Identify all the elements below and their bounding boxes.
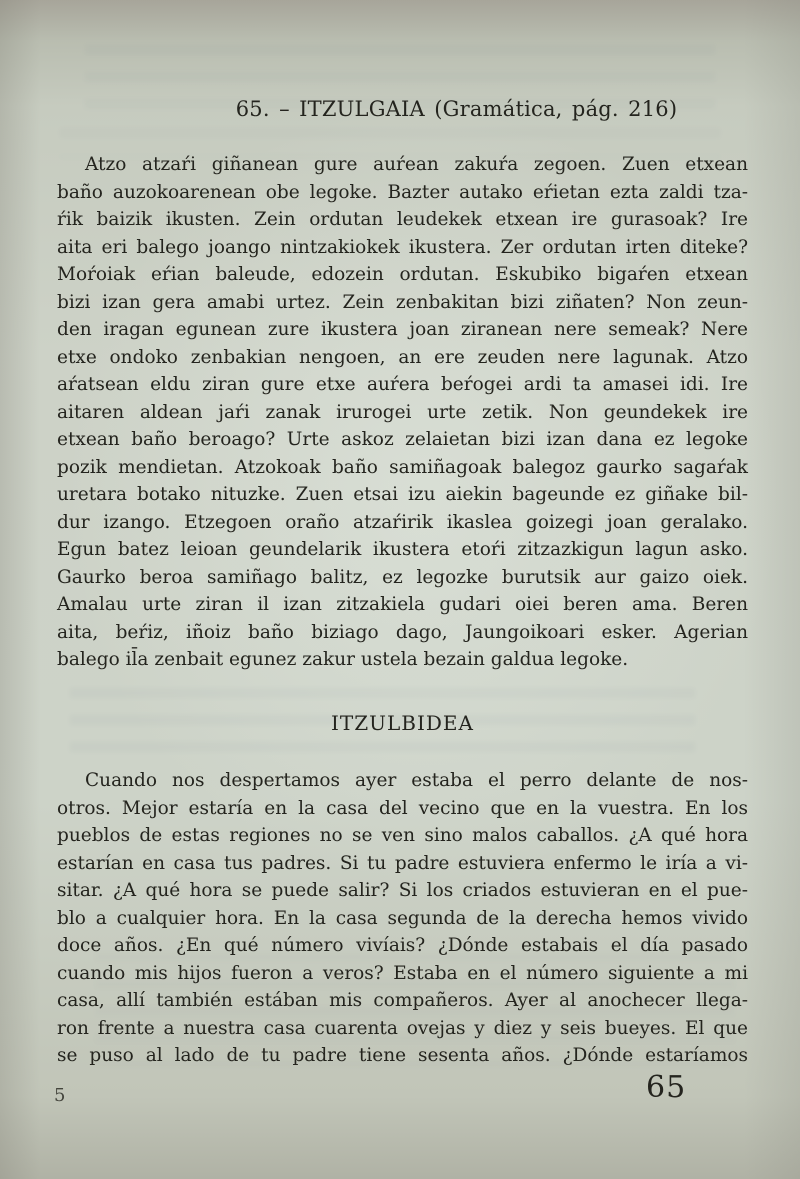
exercise-line: etxean baño beroago? Urte askoz zelaietan bizi izan dana ez legoke (57, 429, 748, 450)
exercise-line: Amalau urte ziran il izan zitzakiela gudari oiei beren ama. Beren (57, 594, 748, 615)
exercise-line: aŕatsean eldu ziran gure etxe auŕera beŕogei ardi ta amasei idi. Ire (57, 374, 748, 395)
translation-line: casa, allí también estában mis compañeros. Ayer al anochecer llega- (57, 990, 748, 1011)
signature-mark: 5 (54, 1085, 66, 1106)
exercise-line: Moŕoiak eŕian baleude, edozein ordutan. Eskubiko bigaŕen etxean (57, 264, 748, 285)
exercise-line: aitaren aldean jaŕi zanak irurogei urte zetik. Non geundekek ire (57, 401, 748, 423)
page-title: 65. – ITZULGAIA (Gramática, pág. 216) (235, 97, 678, 121)
exercise-line: Atzo atzaŕi giñanean gure auŕean zakuŕa zegoen. Zuen etxean (85, 154, 748, 175)
exercise-line: bizi izan gera amabi urtez. Zein zenbakitan bizi ziñaten? Non zeun- (57, 291, 748, 313)
translation-line: otros. Mejor estaría en la casa del vecino que en la vuestra. En los (57, 797, 748, 819)
translation-line: ron frente a nuestra casa cuarenta ovejas y diez y seis bueyes. El que (57, 1017, 748, 1039)
exercise-line: aita eri balego joango nintzakiokek ikustera. Zer ordutan irten diteke? (57, 236, 748, 258)
exercise-line: balego il̄a zenbait egunez zakur ustela bezain galdua legoke. (57, 649, 629, 670)
exercise-line: etxe ondoko zenbakian nengoen, an ere zeuden nere lagunak. Atzo (57, 346, 748, 368)
exercise-line: baño auzokoarenean obe legoke. Bazter autako eŕietan ezta zaldi tza- (57, 181, 748, 203)
translation-line: se puso al lado de tu padre tiene sesenta años. ¿Dónde estaríamos (57, 1045, 748, 1066)
exercise-line: Egun batez leioan geundelarik ikustera etoŕi zitzazkigun lagun asko. (57, 539, 748, 560)
translation-line: cuando mis hijos fueron a veros? Estaba en el número siguiente a mi (57, 962, 748, 984)
exercise-line: ŕik baizik ikusten. Zein ordutan leudekek etxean ire gurasoak? Ire (57, 209, 748, 230)
exercise-line: dur izango. Etzegoen oraño atzaŕirik ikaslea goizegi joan geralako. (57, 511, 748, 533)
exercise-line: Gaurko beroa samiñago balitz, ez legozke burutsik aur gaizo oiek. (57, 566, 748, 588)
exercise-paragraph (57, 151, 748, 674)
translation-line: estarían en casa tus padres. Si tu padre estuviera enfermo le iría a vi- (57, 852, 748, 874)
exercise-line: aita, beŕiz, iñoiz baño biziago dago, Jaungoikoari esker. Agerian (57, 621, 748, 643)
translation-paragraph (57, 767, 748, 1070)
translation-line: pueblos de estas regiones no se ven sino malos caballos. ¿A qué hora (57, 825, 748, 846)
translation-line: doce años. ¿En qué número vivíais? ¿Dónde estabais el día pasado (57, 935, 748, 956)
exercise-line: den iragan egunean zure ikustera joan ziranean nere semeak? Nere (57, 319, 748, 340)
translation-line: blo a cualquier hora. En la casa segunda de la derecha hemos vivido (57, 907, 748, 929)
section-heading: ITZULBIDEA (331, 711, 474, 735)
translation-line: sitar. ¿A qué hora se puede salir? Si los criados estuvieran en el pue- (57, 880, 748, 901)
translation-line: Cuando nos despertamos ayer estaba el perro delante de nos- (85, 770, 748, 791)
exercise-line: uretara botako nituzke. Zuen etsai izu aiekin bageunde ez giñake bil- (57, 484, 748, 505)
exercise-line: pozik mendietan. Atzokoak baño samiñagoak balegoz gaurko sagaŕak (57, 456, 748, 478)
page-number: 65 (646, 1070, 687, 1105)
